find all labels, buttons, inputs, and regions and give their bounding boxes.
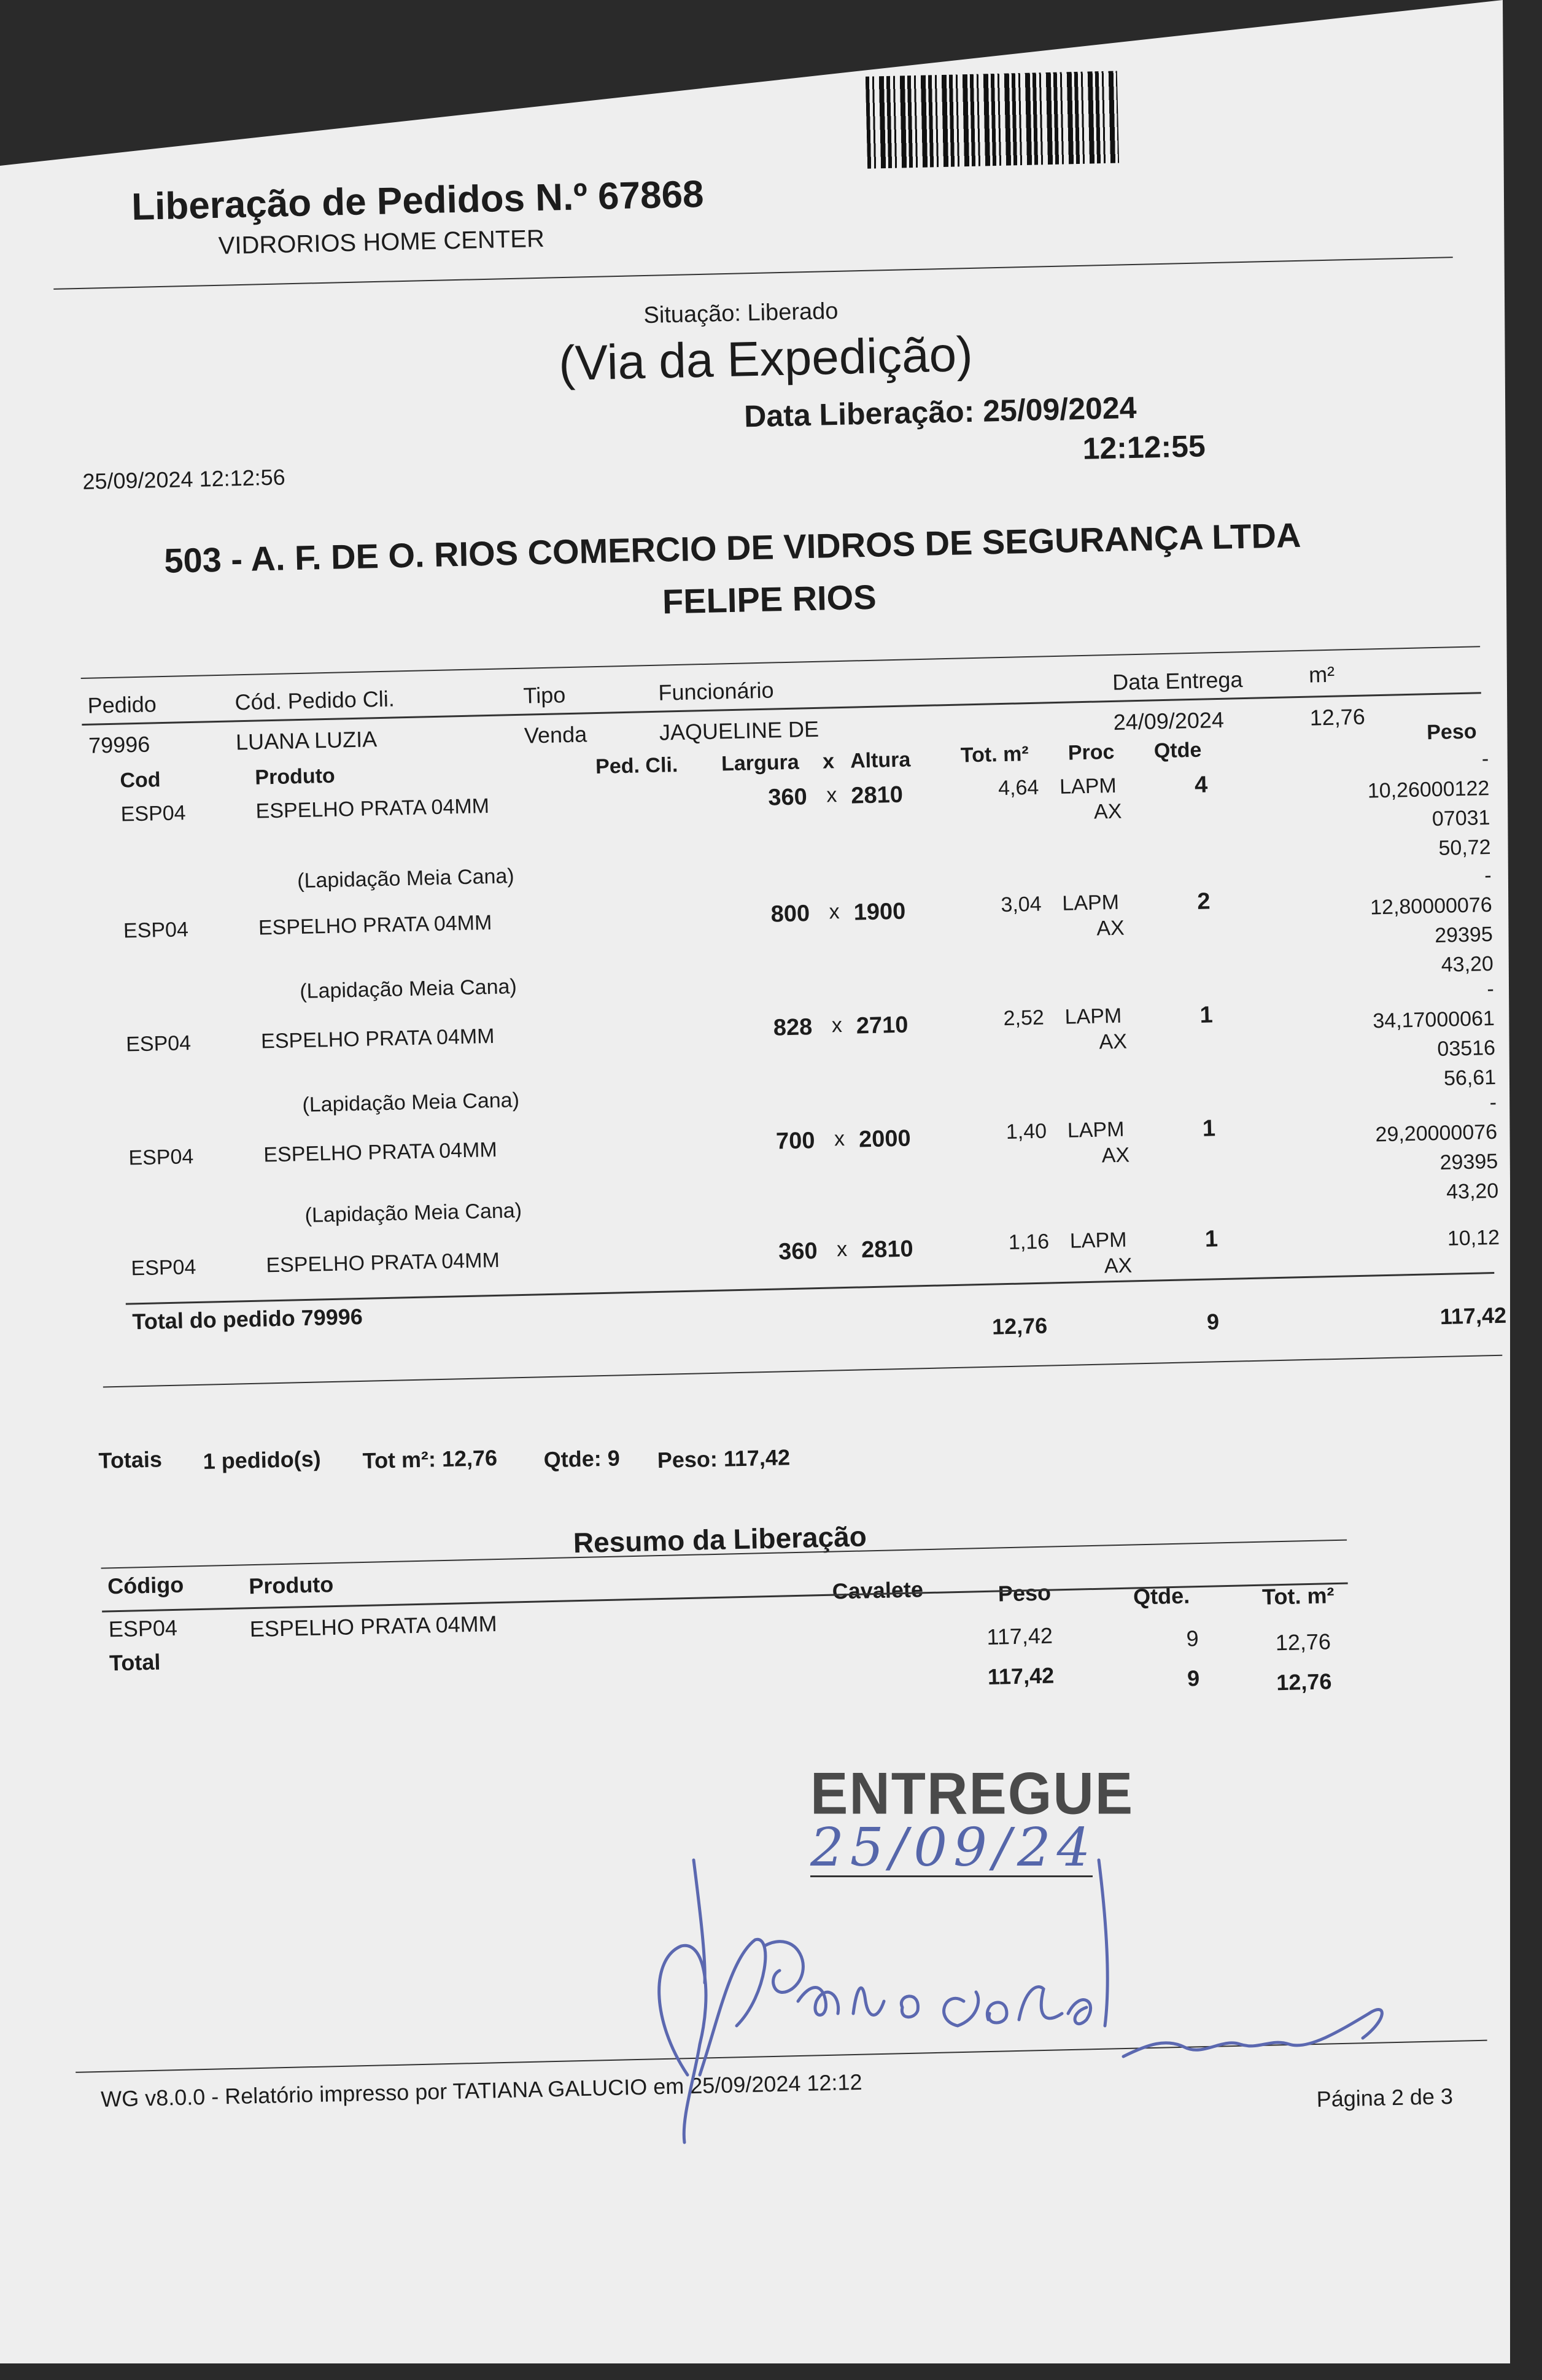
col-cod: Cod bbox=[120, 768, 161, 793]
label-data-entrega: Data Entrega bbox=[1112, 667, 1243, 695]
summary-row-tot-m2: 12,76 bbox=[1275, 1629, 1331, 1656]
item-produto: ESPELHO PRATA 04MM bbox=[258, 910, 492, 940]
client-contact: FELIPE RIOS bbox=[662, 577, 877, 621]
order-total-m2: 12,76 bbox=[991, 1312, 1048, 1339]
item-x: x bbox=[829, 900, 840, 924]
item-peso-line: 03516 bbox=[1436, 1036, 1496, 1061]
item-peso-line: - bbox=[1489, 1090, 1497, 1115]
value-pedido: 79996 bbox=[88, 731, 150, 758]
col-qtde: Qtde bbox=[1153, 738, 1202, 763]
item-x: x bbox=[834, 1126, 845, 1151]
col-peso: Peso bbox=[1426, 719, 1477, 745]
totals-label: Totais bbox=[98, 1446, 163, 1473]
totals-pedidos: 1 pedido(s) bbox=[203, 1446, 322, 1474]
item-peso-line: 43,20 bbox=[1441, 952, 1494, 977]
release-date: Data Liberação: 25/09/2024 bbox=[743, 390, 1137, 434]
item-proc-1: LAPM bbox=[1069, 1228, 1127, 1253]
summary-col-peso: Peso bbox=[998, 1580, 1052, 1607]
col-largura: Largura bbox=[721, 750, 800, 776]
value-data-entrega: 24/09/2024 bbox=[1113, 707, 1225, 735]
handwritten-signature bbox=[614, 1835, 1473, 2155]
item-peso-line: 29,20000076 bbox=[1375, 1120, 1498, 1147]
item-peso-line: 10,12 bbox=[1447, 1225, 1500, 1250]
item-largura: 828 bbox=[773, 1014, 813, 1041]
order-top-divider bbox=[81, 646, 1480, 679]
item-peso-line: 43,20 bbox=[1446, 1179, 1499, 1204]
value-cod-pedido-cli: LUANA LUZIA bbox=[235, 726, 378, 755]
item-x: x bbox=[836, 1237, 848, 1262]
item-cod: ESP04 bbox=[125, 1031, 192, 1056]
item-proc-1: LAPM bbox=[1059, 773, 1117, 799]
label-pedido: Pedido bbox=[87, 691, 157, 718]
header-divider bbox=[53, 257, 1452, 290]
totals-qtde: Qtde: 9 bbox=[543, 1445, 621, 1473]
summary-col-tot-m2: Tot. m² bbox=[1261, 1583, 1335, 1610]
item-tot-m2: 3,04 bbox=[1001, 892, 1042, 917]
item-tot-m2: 2,52 bbox=[1003, 1006, 1045, 1031]
label-m2: m² bbox=[1308, 661, 1335, 688]
totals-peso: Peso: 117,42 bbox=[657, 1444, 791, 1473]
item-peso-line: 29395 bbox=[1434, 922, 1494, 948]
summary-col-qtde: Qtde. bbox=[1133, 1583, 1190, 1610]
col-x: x bbox=[822, 750, 835, 773]
company-name: VIDRORIOS HOME CENTER bbox=[218, 225, 545, 260]
item-note: (Lapidação Meia Cana) bbox=[304, 1198, 522, 1227]
item-proc-2: AX bbox=[1093, 799, 1122, 824]
item-cod: ESP04 bbox=[123, 918, 189, 943]
item-largura: 800 bbox=[770, 901, 810, 928]
summary-row-peso: 117,42 bbox=[986, 1622, 1053, 1649]
order-total-peso: 117,42 bbox=[1439, 1302, 1507, 1330]
item-cod: ESP04 bbox=[120, 801, 186, 826]
barcode bbox=[866, 71, 1119, 168]
item-x: x bbox=[826, 783, 837, 807]
item-qtde: 1 bbox=[1202, 1115, 1216, 1142]
col-altura: Altura bbox=[850, 748, 911, 773]
totals-m2: Tot m²: 12,76 bbox=[362, 1444, 498, 1473]
value-m2: 12,76 bbox=[1309, 704, 1366, 731]
summary-col-cavalete: Cavalete bbox=[832, 1576, 924, 1604]
order-bottom-divider bbox=[103, 1355, 1502, 1388]
summary-total-qtde: 9 bbox=[1187, 1665, 1200, 1691]
item-note: (Lapidação Meia Cana) bbox=[302, 1088, 520, 1117]
item-cod: ESP04 bbox=[131, 1255, 196, 1281]
item-produto: ESPELHO PRATA 04MM bbox=[260, 1024, 495, 1053]
item-produto: ESPELHO PRATA 04MM bbox=[255, 794, 490, 823]
item-altura: 2810 bbox=[850, 781, 904, 809]
item-altura: 2000 bbox=[858, 1125, 912, 1153]
item-altura: 2810 bbox=[861, 1236, 914, 1263]
label-tipo: Tipo bbox=[523, 682, 566, 708]
summary-col-codigo: Código bbox=[107, 1572, 184, 1599]
item-largura: 360 bbox=[778, 1238, 818, 1265]
item-proc-2: AX bbox=[1104, 1254, 1133, 1278]
item-proc-2: AX bbox=[1096, 916, 1125, 940]
item-altura: 2710 bbox=[856, 1012, 909, 1039]
item-peso-line: - bbox=[1484, 863, 1492, 888]
item-proc-1: LAPM bbox=[1061, 890, 1120, 915]
item-altura: 1900 bbox=[853, 898, 906, 926]
col-tot-m2: Tot. m² bbox=[960, 742, 1029, 767]
order-total-divider bbox=[126, 1272, 1494, 1305]
summary-row-qtde: 9 bbox=[1186, 1626, 1199, 1651]
value-tipo: Venda bbox=[524, 721, 587, 748]
item-produto: ESPELHO PRATA 04MM bbox=[266, 1248, 500, 1277]
page-title: Liberação de Pedidos N.º 67868 bbox=[131, 172, 705, 228]
item-note: (Lapidação Meia Cana) bbox=[296, 864, 515, 893]
item-qtde: 1 bbox=[1204, 1226, 1218, 1252]
item-tot-m2: 1,40 bbox=[1005, 1119, 1047, 1144]
item-peso-line: - bbox=[1487, 977, 1495, 1001]
delivered-stamp: ENTREGUE bbox=[810, 1761, 1134, 1827]
item-proc-2: AX bbox=[1099, 1029, 1128, 1054]
release-time: 12:12:55 bbox=[1082, 428, 1206, 466]
item-peso-line: 34,17000061 bbox=[1372, 1006, 1495, 1033]
order-total-label: Total do pedido 79996 bbox=[132, 1303, 363, 1335]
item-peso-line: 50,72 bbox=[1438, 835, 1491, 860]
item-peso-line: 56,61 bbox=[1443, 1065, 1497, 1090]
item-proc-1: LAPM bbox=[1064, 1004, 1122, 1029]
summary-total-tot-m2: 12,76 bbox=[1276, 1669, 1332, 1696]
item-proc-2: AX bbox=[1101, 1143, 1130, 1168]
item-note: (Lapidação Meia Cana) bbox=[299, 975, 517, 1004]
footer-printed-by: WG v8.0.0 - Relatório impresso por TATIANA GALUCIO em 25/09/2024 12:12 bbox=[100, 2069, 862, 2112]
summary-row-codigo: ESP04 bbox=[108, 1614, 178, 1642]
order-total-qtde: 9 bbox=[1206, 1309, 1220, 1335]
item-tot-m2: 4,64 bbox=[998, 775, 1039, 800]
footer-page: Página 2 de 3 bbox=[1316, 2083, 1454, 2112]
col-ped-cli: Ped. Cli. bbox=[595, 753, 678, 779]
item-produto: ESPELHO PRATA 04MM bbox=[263, 1138, 498, 1167]
item-peso-line: 12,80000076 bbox=[1370, 893, 1493, 920]
delivered-stamp-date: 25/09/24 bbox=[810, 1817, 1097, 1878]
item-peso-line: 07031 bbox=[1432, 806, 1490, 831]
item-qtde: 2 bbox=[1196, 888, 1211, 915]
label-funcionario: Funcionário bbox=[657, 677, 774, 705]
item-proc-1: LAPM bbox=[1067, 1117, 1125, 1142]
item-peso-line: 29395 bbox=[1439, 1149, 1498, 1175]
item-x: x bbox=[831, 1014, 843, 1037]
item-cod: ESP04 bbox=[128, 1145, 194, 1170]
label-cod-pedido-cli: Cód. Pedido Cli. bbox=[234, 686, 395, 715]
summary-title: Resumo da Liberação bbox=[573, 1520, 867, 1559]
value-funcionario: JAQUELINE DE bbox=[659, 716, 819, 745]
print-datetime: 25/09/2024 12:12:56 bbox=[82, 464, 286, 494]
summary-total-peso: 117,42 bbox=[987, 1662, 1055, 1689]
item-peso-line: - bbox=[1481, 747, 1489, 771]
summary-total-label: Total bbox=[109, 1649, 161, 1676]
summary-row-produto: ESPELHO PRATA 04MM bbox=[249, 1611, 498, 1642]
client-name: 503 - A. F. DE O. RIOS COMERCIO DE VIDROS DE SEGURANÇA LTDA bbox=[163, 515, 1301, 580]
item-peso-line: 10,26000122 bbox=[1367, 777, 1490, 803]
item-largura: 360 bbox=[767, 784, 808, 811]
via-label: (Via da Expedição) bbox=[558, 326, 974, 391]
summary-col-produto: Produto bbox=[248, 1572, 334, 1599]
item-qtde: 1 bbox=[1199, 1002, 1214, 1028]
item-qtde: 4 bbox=[1194, 772, 1208, 798]
col-produto: Produto bbox=[254, 764, 336, 789]
col-proc: Proc bbox=[1067, 740, 1115, 765]
situation-label: Situação: Liberado bbox=[643, 298, 839, 329]
item-largura: 700 bbox=[775, 1128, 815, 1155]
item-tot-m2: 1,16 bbox=[1008, 1230, 1050, 1254]
